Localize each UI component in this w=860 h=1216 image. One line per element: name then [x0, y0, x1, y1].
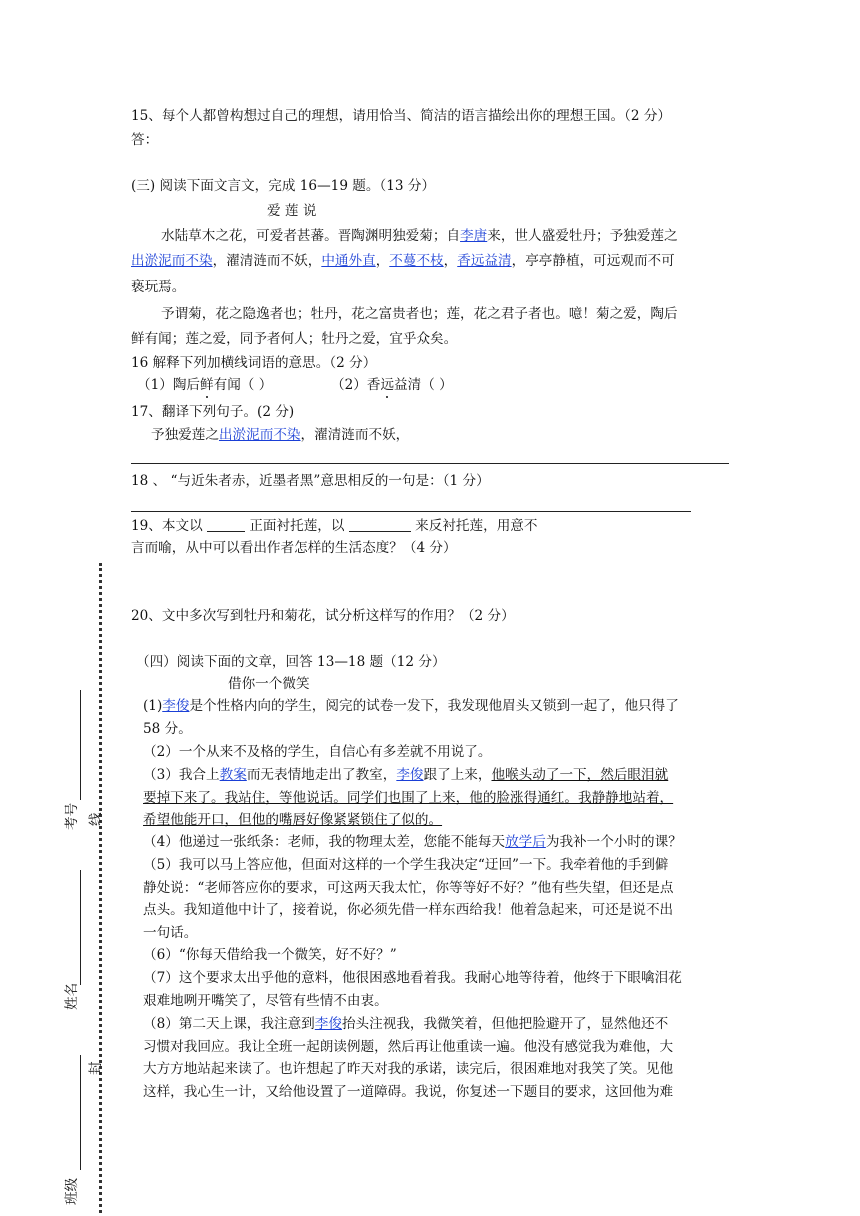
link-bu-man-bu-zhi[interactable]: 不蔓不枝: [389, 253, 444, 269]
section4-heading: （四）阅读下面的文章，回答 13—18 题（12 分）: [136, 654, 446, 670]
answer-line: [131, 511, 691, 512]
passage-line: 这样，我心生一计，又给他设置了一道障碍。我说，你复述一下题目的要求，这回他为难: [143, 1084, 674, 1100]
fill-blank[interactable]: [207, 517, 245, 532]
answer-line: [131, 463, 729, 464]
link-li-jun[interactable]: 李俊: [162, 698, 190, 714]
passage-line: 出淤泥而不染，濯清涟而不妖，中通外直，不蔓不枝，香远益清，亭亭静植，可远观而不可: [131, 253, 675, 269]
passage-line: (1)李俊是个性格内向的学生，阅完的试卷一发下，我发现他眉头又锁到一起了，他只得了: [143, 698, 679, 714]
section4-title: 借你一个微笑: [228, 676, 310, 692]
link-li-tang[interactable]: 李唐: [460, 228, 488, 244]
binding-dotted-line: [99, 563, 102, 1213]
passage-line: 予谓菊，花之隐逸者也；牡丹，花之富贵者也；莲，花之君子者也。噫！菊之爱，陶后: [161, 306, 678, 322]
passage-line: （5）我可以马上答应他，但面对这样的一个学生我决定“迂回”一下。我牵着他的手到僻: [143, 857, 669, 873]
passage-line: [143, 810, 442, 830]
fill-blank[interactable]: [349, 517, 411, 532]
q17-sentence: 予独爱莲之出淤泥而不染，濯清涟而不妖，: [151, 427, 410, 443]
link-li-jun[interactable]: 李俊: [396, 767, 424, 783]
passage-line: （2）一个从来不及格的学生，自信心有多差就不用说了。: [143, 744, 492, 760]
passage-line: （8）第二天上课，我注意到李俊抬头注视我，我微笑着，但他把脸避开了，显然他还不: [143, 1016, 669, 1032]
link-fang-xue-hou[interactable]: 放学后: [505, 834, 546, 850]
passage-line: [143, 788, 673, 808]
underlined-text: 要掉下来了。我站住，等他说话。同学们也围了上来，他的脸涨得通红。我静静地站着，: [143, 790, 674, 806]
margin-banji: 班级: [64, 1177, 80, 1205]
link-chu-yu-ni[interactable]: 出淤泥而不染: [131, 253, 213, 269]
passage-line: 一句话。: [143, 925, 198, 941]
section3-heading: (三) 阅读下面文言文，完成 16—19 题。（13 分）: [131, 178, 436, 194]
passage-line: 大方方地站起来读了。也许想起了昨天对我的承诺，读完后，很困难地对我笑了笑。见他: [143, 1061, 674, 1077]
margin-banji-line: [80, 1055, 81, 1170]
passage-line: 艰难地咧开嘴笑了，尽管有些情不由衷。: [143, 993, 388, 1009]
margin-xingming-line: [80, 870, 81, 985]
passage-line: 静处说：“老师答应你的要求，可这两天我太忙，你等等好不好？”他有些失望，但还是点: [143, 880, 674, 896]
passage-line: 习惯对我回应。我让全班一起朗读例题，然后再让他重读一遍。他没有感觉我为难他，大: [143, 1039, 674, 1055]
passage-line: 水陆草木之花，可爱者甚蕃。晋陶渊明独爱菊；自李唐来，世人盛爱牡丹；予独爱莲之: [161, 228, 678, 244]
q19-line2: 言而喻，从中可以看出作者怎样的生活态度？（4 分）: [131, 540, 457, 556]
margin-xingming: 姓名: [64, 982, 80, 1010]
underlined-text: 他喉头动了一下，然后眼泪就: [491, 767, 669, 783]
q19-line1: 19、本文以 正面衬托莲，以 来反衬托莲，用意不: [131, 518, 538, 534]
section3-title: 爱 莲 说: [267, 203, 317, 219]
passage-line: （6）“你每天借给我一个微笑，好不好？”: [143, 947, 397, 963]
link-li-jun[interactable]: 李俊: [314, 1016, 342, 1032]
link-xiang-yuan-yi-qing[interactable]: 香远益清: [457, 253, 512, 269]
q16-item2: （2）香远益清（ ）: [331, 377, 453, 393]
passage-line: （7）这个要求太出乎他的意料，他很困惑地看着我。我耐心地等待着，他终于下眼噙泪花: [143, 970, 682, 986]
margin-feng: 封: [88, 1061, 104, 1075]
q20-text: 20、文中多次写到牡丹和菊花，试分析这样写的作用？（2 分）: [131, 608, 515, 624]
passage-line: （4）他递过一张纸条：老师，我的物理太差，您能不能每天放学后为我补一个小时的课？: [143, 834, 682, 850]
link-zhong-tong-wai-zhi[interactable]: 中通外直: [321, 253, 376, 269]
link-jiao-an[interactable]: 教案: [219, 767, 247, 783]
underlined-text: 希望他能开口，但他的嘴唇好像紧紧锁住了似的。: [143, 812, 443, 828]
q15-text: 15、每个人都曾构想过自己的理想，请用恰当、简洁的语言描绘出你的理想王国。（2 分）: [131, 108, 672, 124]
dotted-char: 远: [380, 377, 395, 393]
margin-kaohao-line: [80, 690, 81, 800]
passage-line: （3）我合上教案而无表情地走出了教室，李俊跟了上来，他喉头动了一下，然后眼泪就: [143, 767, 669, 783]
passage-line: 亵玩焉。: [131, 279, 186, 295]
passage-line: 58 分。: [143, 721, 192, 737]
margin-kaohao: 考号: [64, 802, 80, 830]
q15-answer-label: 答：: [131, 132, 159, 148]
q16-text: 16 解释下列加横线词语的意思。（2 分）: [131, 355, 377, 371]
passage-line: 点头。我知道他中计了，接着说，你必须先借一样东西给我！他着急起来，可还是说不出: [143, 902, 674, 918]
passage-line: 鲜有闻；莲之爱，同予者何人；牡丹之爱，宜乎众矣。: [131, 331, 458, 347]
margin-xian: 线: [88, 812, 104, 826]
dotted-char: 鲜: [200, 377, 214, 393]
q17-text: 17、翻译下列句子。(2 分): [131, 404, 295, 420]
link-chu-yu-ni-2[interactable]: 出淤泥而不染: [218, 427, 301, 443]
q18-text: 18 、 “与近朱者赤，近墨者黑”意思相反的一句是：（1 分）: [131, 473, 490, 489]
q16-item1: （1）陶后鲜有闻（ ）: [137, 377, 273, 393]
